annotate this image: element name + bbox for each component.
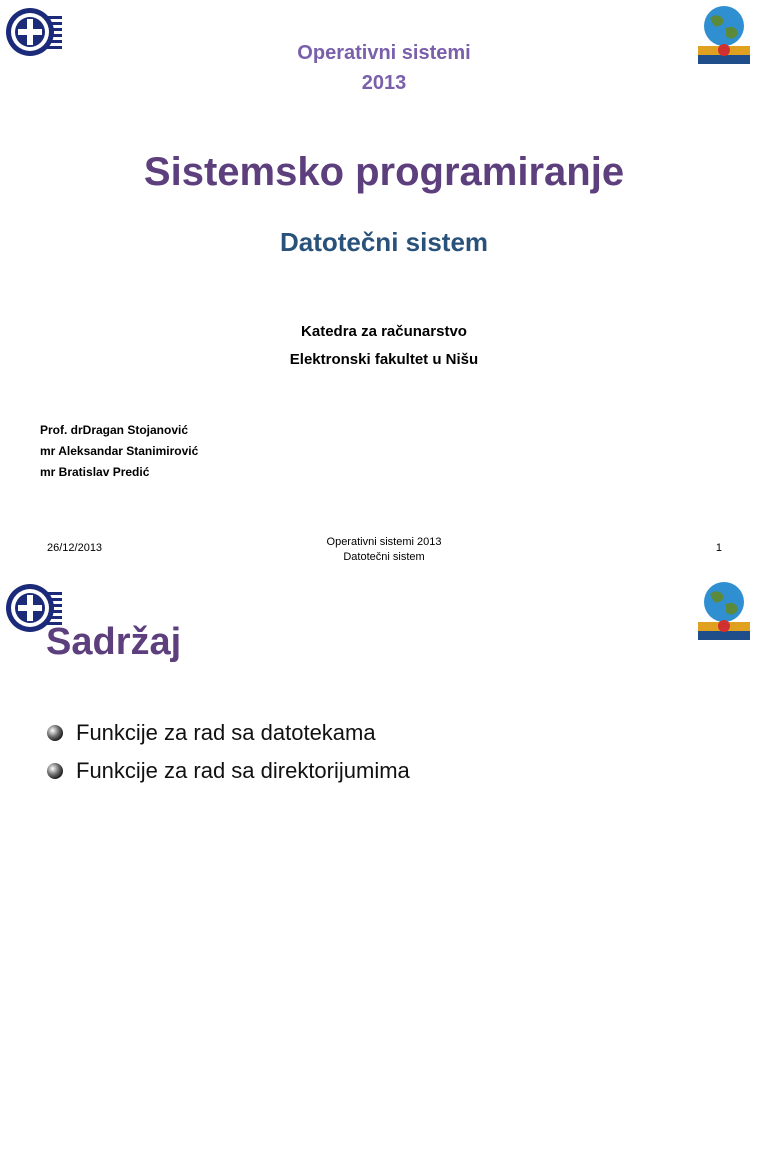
- department-name: Katedra za računarstvo: [301, 323, 467, 340]
- footer-course: Operativni sistemi 2013: [326, 536, 442, 548]
- bullet-sphere-icon: [46, 724, 64, 742]
- department-block: [0, 318, 768, 374]
- page-number: 1: [715, 542, 722, 554]
- presentation-subtitle: Datotečni sistem: [279, 227, 489, 257]
- footer-topic: Datotečni sistem: [343, 551, 425, 563]
- faculty-name: Elektronski fakultet u Nišu: [289, 351, 479, 368]
- course-heading: [0, 38, 768, 98]
- list-item: [46, 714, 410, 752]
- list-item-label: Funkcije za rad sa direktorijumima: [76, 758, 410, 783]
- course-name: Operativni sistemi: [297, 42, 471, 64]
- presentation-title: Sistemsko programiranje: [143, 150, 625, 194]
- bullet-list: [46, 714, 410, 790]
- authors-list: [40, 420, 198, 483]
- footer-date: 26/12/2013: [47, 542, 103, 554]
- list-item: [46, 752, 410, 790]
- author-item: mr Bratislav Predić: [40, 465, 150, 479]
- course-year: 2013: [361, 72, 407, 94]
- author-item: mr Aleksandar Stanimirović: [40, 444, 199, 458]
- author-item: Prof. drDragan Stojanović: [40, 423, 189, 437]
- bullet-sphere-icon: [46, 762, 64, 780]
- list-item-label: Funkcije za rad sa datotekama: [76, 720, 376, 745]
- globe-logo-icon: [696, 580, 752, 642]
- slide-2: [0, 576, 768, 1152]
- footer-caption: [0, 535, 768, 565]
- slide-title: Sadržaj: [46, 621, 182, 663]
